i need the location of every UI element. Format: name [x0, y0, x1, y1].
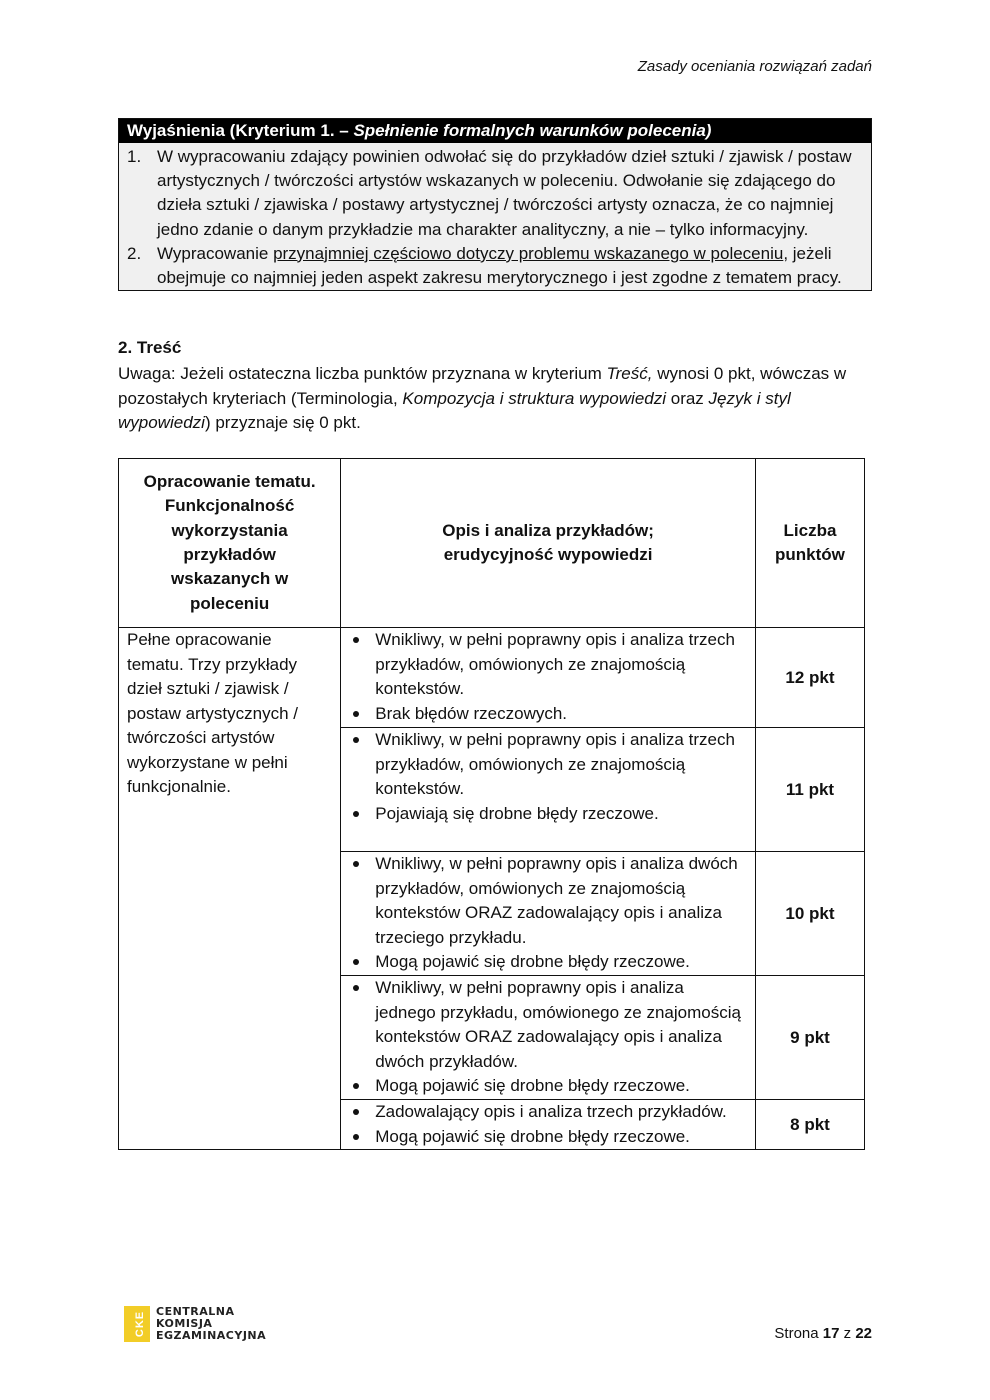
logo-text	[156, 1306, 266, 1342]
points-cell: 8 pkt	[755, 1100, 864, 1150]
page-sep: z	[839, 1325, 856, 1342]
list-item: Mogą pojawić się drobne błędy rzeczowe.	[349, 950, 747, 975]
page-number	[774, 1325, 872, 1342]
explanation-box	[118, 118, 872, 291]
points-cell: 9 pkt	[755, 976, 864, 1100]
note-part: Uwaga: Jeżeli ostateczna liczba punktów przyznana w kryterium	[118, 364, 607, 383]
list-item: Wnikliwy, w pełni poprawny opis i analiza jednego przykładu, omówionego ze znajomością kontekstów ORAZ zadowalający opis i analiza dwóch przykładów.	[349, 976, 747, 1074]
table-header-row	[119, 459, 865, 628]
page-total: 22	[855, 1325, 872, 1342]
note-part-italic: Język i styl wypowiedzi	[118, 388, 791, 432]
item-text-underlined: przynajmniej częściowo dotyczy problemu wskazanego w poleceniu	[273, 243, 784, 263]
logo-line: KOMISJA	[156, 1317, 213, 1330]
note-part: ) przyznaje się 0 pkt.	[204, 413, 361, 432]
explanation-list	[119, 143, 871, 290]
description-cell	[341, 728, 756, 852]
header-points: Liczba punktów	[755, 459, 864, 628]
header-description	[341, 459, 756, 628]
explanation-title	[119, 119, 871, 143]
list-item: Wnikliwy, w pełni poprawny opis i analiza dwóch przykładów, omówionych ze znajomością kontekstów ORAZ zadowalający opis i analiza trzeciego przykładu.	[349, 852, 747, 950]
header-description-line2: erudycyjność wypowiedzi	[443, 545, 653, 564]
note-part: oraz	[666, 388, 709, 408]
page-prefix: Strona	[774, 1325, 823, 1342]
list-item: Pojawiają się drobne błędy rzeczowe.	[349, 802, 747, 827]
description-cell	[341, 1100, 756, 1150]
cke-logo	[124, 1306, 266, 1342]
logo-line: EGZAMINACYJNA	[156, 1329, 267, 1342]
item-text: W wypracowaniu zdający powinien odwołać się do przykładów dzieł sztuki / zjawisk / postaw artystycznych / twórczości artystów wskazanych w poleceniu. Odwołanie się zdającego do dzieła sztuki / zjawiska / postawy artystycznej / twórczości artysty oznacza, że co najmniej jedno zdanie o danym przykładzie ma charakter analityczny, a nie – tylko informacyjny.	[157, 147, 852, 239]
list-item: Zadowalający opis i analiza trzech przykładów.	[349, 1100, 747, 1125]
list-item: Wnikliwy, w pełni poprawny opis i analiza trzech przykładów, omówionych ze znajomością kontekstów.	[349, 628, 747, 702]
list-item: Mogą pojawić się drobne błędy rzeczowe.	[349, 1125, 747, 1150]
table-row	[119, 628, 865, 728]
description-cell	[341, 976, 756, 1100]
note-part-italic: Kompozycja i struktura wypowiedzi	[402, 388, 667, 408]
description-cell	[341, 852, 756, 976]
header-description-line1: Opis i analiza przykładów;	[442, 520, 654, 540]
description-cell	[341, 628, 756, 728]
logo-line: CENTRALNA	[156, 1305, 235, 1318]
explanation-item	[127, 145, 863, 242]
list-item: Wnikliwy, w pełni poprawny opis i analiza trzech przykładów, omówionych ze znajomością kontekstów.	[349, 728, 747, 802]
theme-cell: Pełne opracowanie tematu. Trzy przykłady dzieł sztuki / zjawisk / postaw artystycznych / twórczości artystów wykorzystane w pełni funkcjonalnie.	[119, 628, 341, 1150]
cke-logo-icon	[124, 1306, 150, 1342]
note-part: wynosi 0 pkt, wówczas w pozostałych kryteriach (Terminologia,	[118, 364, 847, 408]
item-number: 2.	[127, 243, 142, 263]
points-cell: 10 pkt	[755, 852, 864, 976]
points-cell: 11 pkt	[755, 728, 864, 852]
item-text-pre: Wypracowanie	[157, 243, 274, 263]
explanation-item	[127, 242, 863, 290]
item-number: 1.	[127, 147, 142, 166]
section-title: 2. Treść	[118, 338, 182, 357]
page-header: Zasady oceniania rozwiązań zadań	[637, 58, 872, 75]
points-cell: 12 pkt	[755, 628, 864, 728]
item-text-post: , jeżeli obejmuje co najmniej jeden aspekt zakresu merytorycznego i jest zgodne z tematem pracy.	[157, 243, 842, 288]
list-item: Brak błędów rzeczowych.	[349, 702, 747, 727]
section-note	[118, 362, 878, 436]
explanation-title-bold: Wyjaśnienia (Kryterium 1. –	[127, 121, 354, 140]
page-current: 17	[822, 1325, 840, 1342]
header-theme: Opracowanie tematu. Funkcjonalność wykorzystania przykładów wskazanych w poleceniu	[119, 459, 341, 628]
logo-mark-text: CKE	[134, 1310, 147, 1338]
explanation-title-italic: Spełnienie formalnych warunków polecenia)	[353, 121, 712, 140]
grading-table	[118, 458, 865, 1150]
list-item: Mogą pojawić się drobne błędy rzeczowe.	[349, 1074, 747, 1099]
note-part-italic: Treść,	[606, 364, 653, 383]
